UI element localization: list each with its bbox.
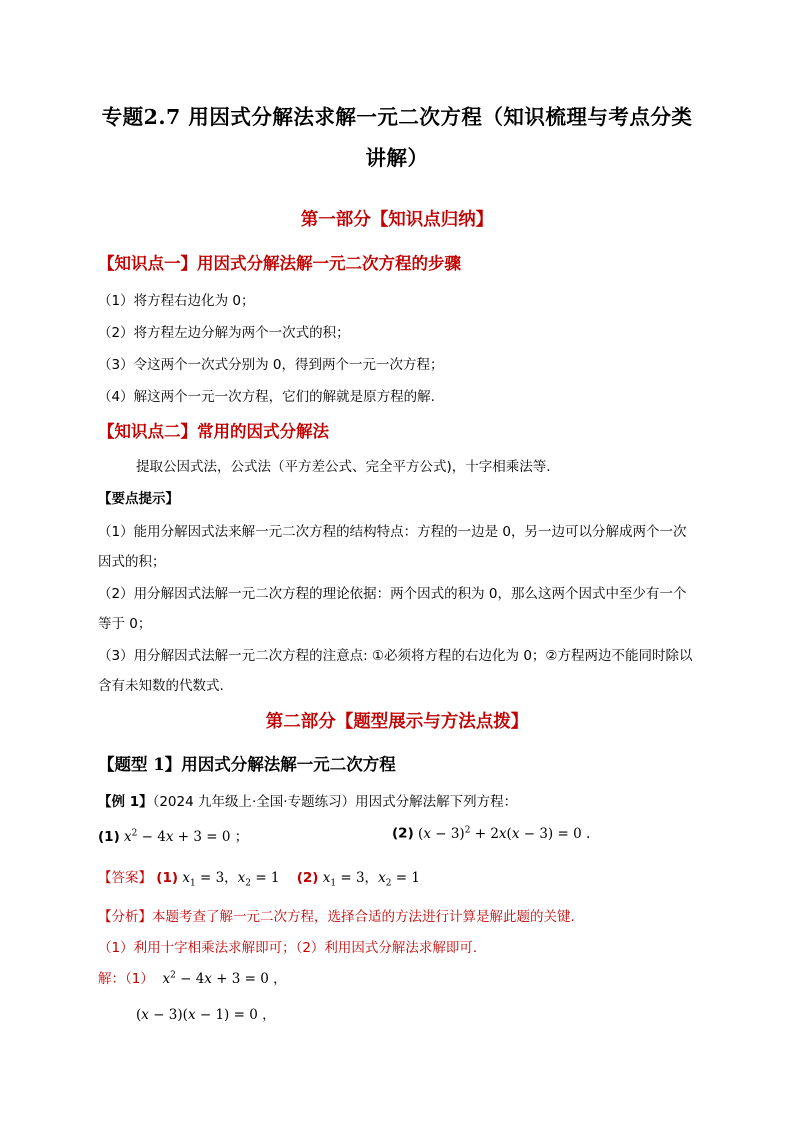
answer-1-values: $x_1 = 3$，$x_2 = 1$ bbox=[182, 870, 280, 889]
doc-title-line1: 专题2.7 用因式分解法求解一元二次方程（知识梳理与考点分类 bbox=[101, 105, 693, 129]
answer-p2: (2) bbox=[296, 870, 319, 886]
tip-1a: （1）能用分解因式法来解一元二次方程的结构特点：方程的一边是 0，另一边可以分解成两个一次 bbox=[98, 524, 687, 540]
q1-equation: $x^2 - 4x + 3 = 0$ ； bbox=[124, 828, 249, 845]
analysis-label: 【分析】 bbox=[98, 909, 152, 925]
type1-heading: 【题型 1】用因式分解法解一元二次方程 bbox=[98, 755, 396, 774]
analysis-line2: （1）利用十字相乘法求解即可；（2）利用因式分解法求解即可. bbox=[98, 940, 478, 956]
question-1 bbox=[98, 825, 248, 845]
knowledge2-text: 提取公因式法，公式法（平方差公式、完全平方公式)，十字相乘法等. bbox=[136, 459, 551, 475]
tips-heading: 【要点提示】 bbox=[98, 491, 179, 507]
solution-eq1: $x^2 - 4x + 3 = 0$ ， bbox=[162, 970, 287, 987]
knowledge1-heading: 【知识点一】用因式分解法解一元二次方程的步骤 bbox=[98, 254, 461, 273]
question-2 bbox=[392, 825, 590, 842]
q2-label: (2) bbox=[392, 825, 414, 842]
solution-eq2: (x − 3)(x − 1) = 0 ， bbox=[136, 1007, 276, 1023]
tip-1b: 因式的积； bbox=[98, 554, 166, 570]
analysis-text: 本题考查了解一元二次方程，选择合适的方法进行计算是解此题的关键. bbox=[152, 909, 575, 925]
solution-line2 bbox=[136, 1003, 276, 1023]
q2-equation: $(x - 3)^2 + 2x(x - 3) = 0$ . bbox=[418, 825, 591, 842]
part1-heading: 第一部分【知识点归纳】 bbox=[300, 210, 494, 230]
step-4: （4）解这两个一元一次方程，它们的解就是原方程的解. bbox=[98, 389, 435, 405]
tip-2b: 等于 0； bbox=[98, 616, 152, 632]
example1-label: 【例 1】 bbox=[98, 794, 153, 810]
example1-line bbox=[98, 790, 517, 810]
knowledge2-heading: 【知识点二】常用的因式分解法 bbox=[98, 422, 329, 441]
q1-label: (1) bbox=[98, 829, 120, 845]
doc-title-line2: 讲解） bbox=[365, 146, 429, 170]
solution-line1 bbox=[98, 967, 287, 987]
answer-line bbox=[98, 866, 420, 889]
step-1: （1）将方程右边化为 0； bbox=[98, 293, 255, 309]
tip-3a: （3）用分解因式法解一元二次方程的注意点: ①必须将方程的右边化为 0；②方程两边不能同时除以 bbox=[98, 648, 693, 664]
part2-heading: 第二部分【题型展示与方法点拨】 bbox=[265, 712, 529, 732]
analysis-line bbox=[98, 905, 575, 925]
answer-label: 【答案】 bbox=[98, 870, 152, 886]
example1-source: （2024 九年级上·全国·专题练习）用因式分解法解下列方程： bbox=[152, 794, 518, 810]
solution-label: 解：（1） bbox=[98, 971, 154, 987]
step-3: （3）令这两个一次式分别为 0，得到两个一元一次方程； bbox=[98, 357, 444, 373]
answer-p1: (1) bbox=[156, 870, 179, 886]
answer-2-values: $x_1 = 3$，$x_2 = 1$ bbox=[322, 870, 420, 889]
step-2: （2）将方程左边分解为两个一次式的积； bbox=[98, 325, 350, 341]
tip-3b: 含有未知数的代数式. bbox=[98, 678, 224, 694]
tip-2a: （2）用分解因式法解一元二次方程的理论依据：两个因式的积为 0，那么这两个因式中至少有一个 bbox=[98, 586, 687, 602]
